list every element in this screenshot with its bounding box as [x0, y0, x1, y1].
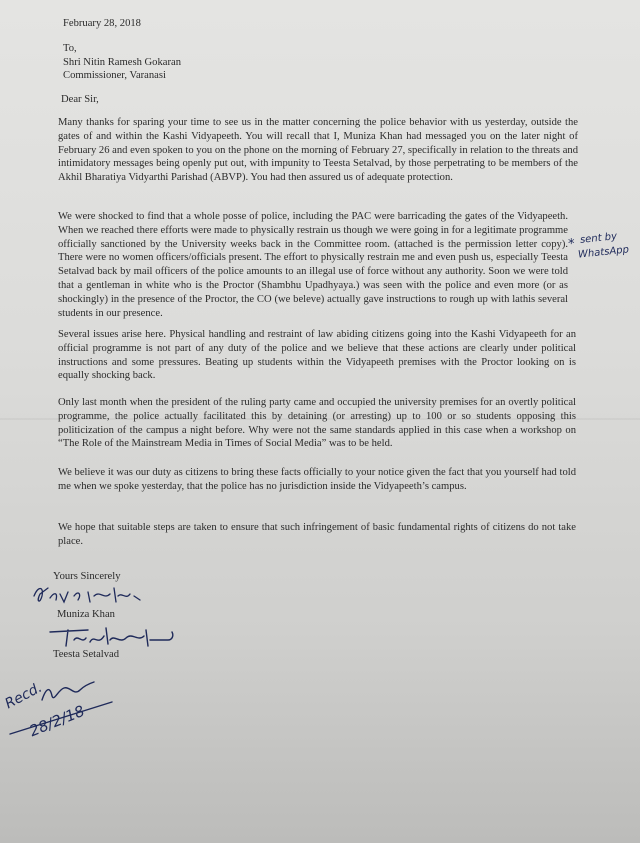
paragraph-4: Only last month when the president of the ruling party came and occupied the university premises for an overtly political programme, the police actually facilitated this by detaining (or arresting) up to 100 or so students opposing this politicization of the campus a night before. Why were not the same standards applied in this case when a workshop on “The Role of the Mainstream Media in Times of Social Media” was to be held.	[58, 397, 576, 450]
closing: Yours Sincerely	[53, 571, 121, 582]
salutation: Dear Sir,	[61, 94, 99, 105]
paragraph-1: Many thanks for sparing your time to see us in the matter concerning the police behavior with us yesterday, outside the gates of and within the Kashi Vidyapeeth. You will recall that I, Muniza Khan had messaged you on the later night of February 26 and even spoken to you on the phone on the morning of February 27, specifically in relation to the threats and intimidatory messages being openly put out, with impunity to Teesta Setalvad, by those perpetrating to be members of the Akhil Bharatiya Vidyarthi Parishad (ABVP). You had then assured us of adequate protection.	[58, 117, 578, 184]
recipient-name: Shri Nitin Ramesh Gokaran	[63, 57, 181, 68]
margin-note-sent-by: sent by	[579, 231, 618, 246]
paragraph-6: We hope that suitable steps are taken to ensure that such infringement of basic fundamental rights of citizens do not take place.	[58, 522, 576, 547]
margin-star: *	[568, 237, 575, 252]
signatory-muniza-khan: Muniza Khan	[57, 609, 115, 620]
paragraph-5: We believe it was our duty as citizens to bring these facts officially to your notice given the fact that you yourself had told me when we spoke yesterday, that the police has no jurisdiction inside the Vidyapeeth’s campus.	[58, 467, 576, 492]
address-to: To,	[63, 43, 77, 54]
recipient-title: Commissioner, Varanasi	[63, 70, 166, 81]
paragraph-3: Several issues arise here. Physical handling and restraint of law abiding citizens going into the Kashi Vidyapeeth for an official programme is not part of any duty of the police and we believe that these actions are clearly under political instructions and some pressures. Beating up students within the Vidyapeeth premises with the Proctor looking on is equally shocking back.	[58, 329, 576, 382]
received-note: Recd.	[2, 679, 45, 713]
signature-scribble-1	[30, 582, 160, 608]
margin-note-whatsapp: WhatsApp	[577, 244, 630, 261]
paragraph-2: We were shocked to find that a whole posse of police, including the PAC were barricading the gates of the Vidyapeeth. When we reached there efforts were made to physically restrain us though we were going in for a legitimate programme officially sanctioned by the University weeks back in the Committee room. (attached is the permission letter copy). There were no women officers/officials present. The effort to physically restrain me and even push us, especially Teesta Setalvad back by mail officers of the police amounts to an illegal use of force without any authority. Soon we were told that a gentleman in white who is the Proctor (Shambhu Upadhyaya.) was seen with the police and even more (or as shockingly) in the presence of the Proctor, the CO (we beleve) actually gave instructions to rough up with lathis several students in our presence.	[58, 211, 568, 319]
signature-scribble-2	[48, 624, 188, 650]
received-date: 28/2/18	[26, 701, 88, 741]
signatory-teesta-setalvad: Teesta Setalvad	[53, 649, 120, 660]
letter-date: February 28, 2018	[63, 18, 141, 29]
